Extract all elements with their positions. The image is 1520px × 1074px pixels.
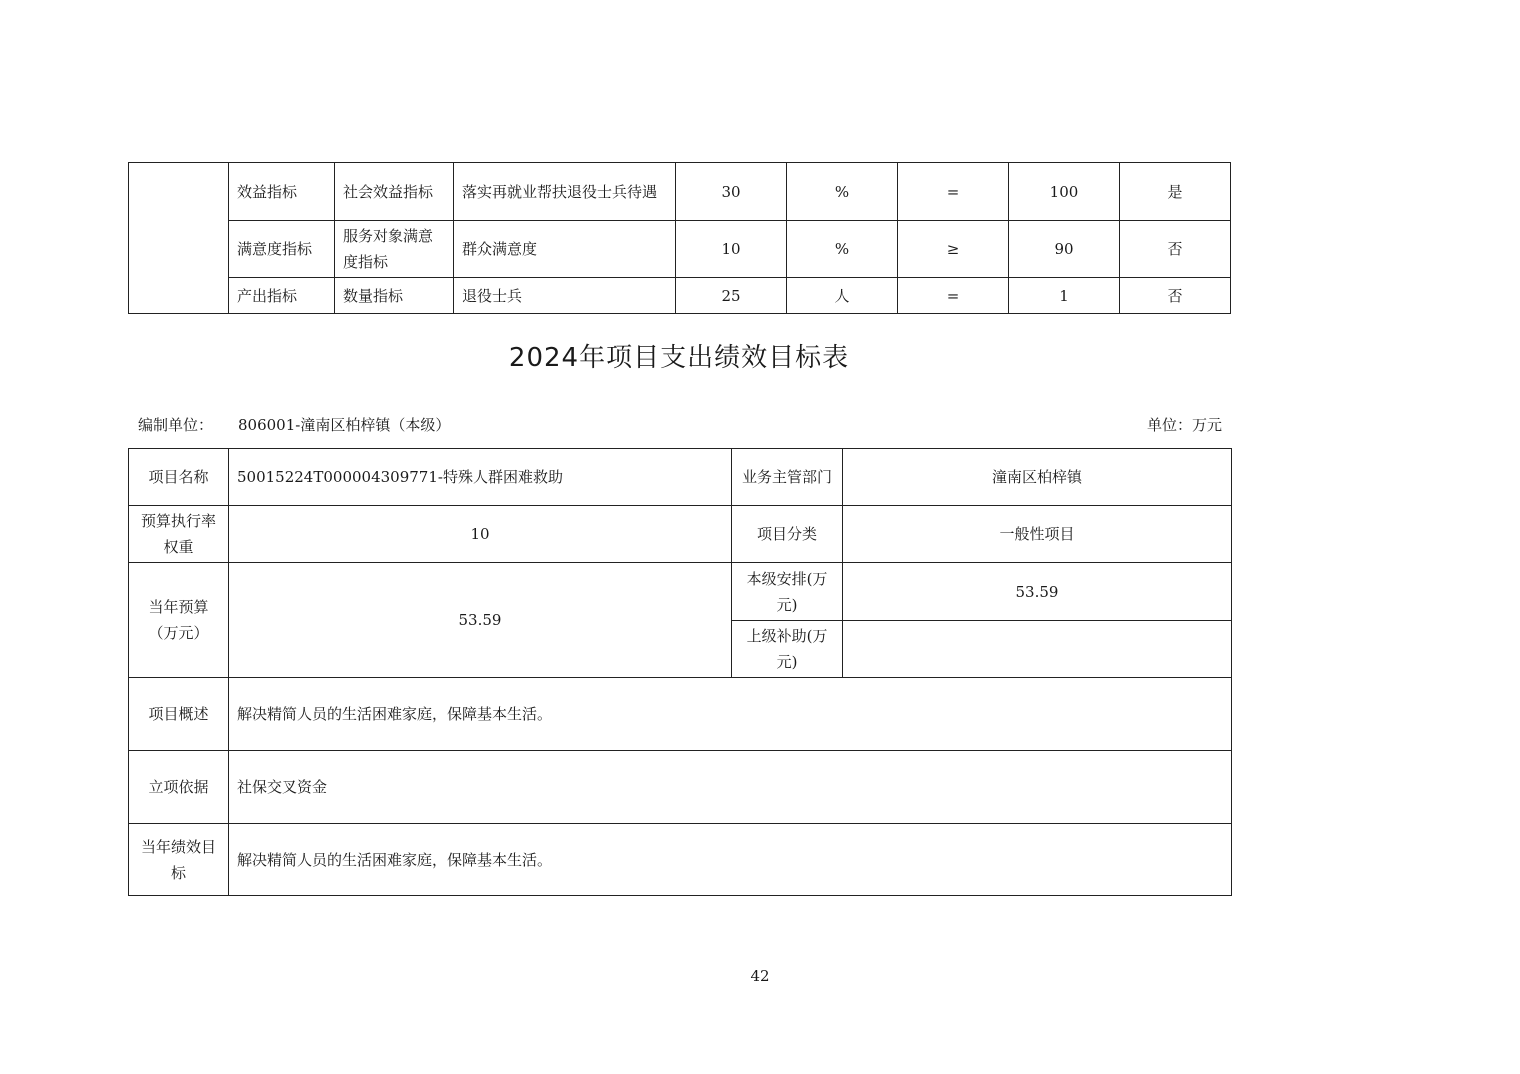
org-unit-row	[138, 412, 1222, 438]
indicator-level2: 社会效益指标	[335, 163, 454, 221]
category-label: 项目分类	[732, 506, 843, 563]
table-row	[129, 163, 1231, 221]
indicator-unit: 人	[787, 278, 898, 314]
indicator-level1: 产出指标	[229, 278, 335, 314]
upper-label: 上级补助(万元)	[732, 621, 843, 678]
dept-label: 业务主管部门	[732, 449, 843, 506]
indicator-level3: 落实再就业帮扶退役士兵待遇	[454, 163, 676, 221]
dept-value: 潼南区柏梓镇	[843, 449, 1232, 506]
local-value: 53.59	[843, 563, 1232, 621]
indicator-unit: %	[787, 163, 898, 221]
basis-label: 立项依据	[129, 751, 229, 824]
indicator-core: 否	[1120, 278, 1231, 314]
overview-label: 项目概述	[129, 678, 229, 751]
category-value: 一般性项目	[843, 506, 1232, 563]
indicator-level3: 退役士兵	[454, 278, 676, 314]
upper-value	[843, 621, 1232, 678]
document-title: 2024年项目支出绩效目标表	[508, 343, 850, 373]
indicator-weight: 30	[676, 163, 787, 221]
indicator-weight: 25	[676, 278, 787, 314]
table-row	[129, 506, 1232, 563]
rate-label: 预算执行率权重	[129, 506, 229, 563]
basis-value: 社保交叉资金	[229, 751, 1232, 824]
indicator-operator: =	[898, 163, 1009, 221]
indicator-operator: ≥	[898, 221, 1009, 278]
overview-value: 解决精简人员的生活困难家庭，保障基本生活。	[229, 678, 1232, 751]
project-name-value: 50015224T000004309771-特殊人群困难救助	[229, 449, 732, 506]
indicator-level3: 群众满意度	[454, 221, 676, 278]
budget-value: 53.59	[229, 563, 732, 678]
blank-cell	[129, 163, 229, 314]
rate-value: 10	[229, 506, 732, 563]
table-row	[129, 278, 1231, 314]
indicator-value: 100	[1009, 163, 1120, 221]
indicator-value: 90	[1009, 221, 1120, 278]
indicator-value: 1	[1009, 278, 1120, 314]
indicator-weight: 10	[676, 221, 787, 278]
indicator-core: 是	[1120, 163, 1231, 221]
indicator-core: 否	[1120, 221, 1231, 278]
table-row	[129, 221, 1231, 278]
table-row	[129, 563, 1232, 621]
indicator-level2: 服务对象满意度指标	[335, 221, 454, 278]
indicator-unit: %	[787, 221, 898, 278]
indicator-level1: 效益指标	[229, 163, 335, 221]
table-row	[129, 678, 1232, 751]
goal-label: 当年绩效目标	[129, 824, 229, 896]
local-label: 本级安排(万元)	[732, 563, 843, 621]
project-name-label: 项目名称	[129, 449, 229, 506]
indicator-level2: 数量指标	[335, 278, 454, 314]
table-row	[129, 751, 1232, 824]
unit-label: 单位：万元	[1146, 416, 1222, 434]
goal-value: 解决精简人员的生活困难家庭，保障基本生活。	[229, 824, 1232, 896]
org-value: 806001-潼南区柏梓镇（本级）	[238, 416, 451, 434]
project-goal-table	[128, 448, 1232, 896]
org-label: 编制单位：	[138, 416, 214, 434]
table-row	[129, 449, 1232, 506]
performance-indicator-table	[128, 162, 1231, 314]
indicator-level1: 满意度指标	[229, 221, 335, 278]
table-row	[129, 824, 1232, 896]
page-number: 42	[750, 967, 770, 985]
indicator-operator: =	[898, 278, 1009, 314]
budget-label: 当年预算（万元）	[129, 563, 229, 678]
